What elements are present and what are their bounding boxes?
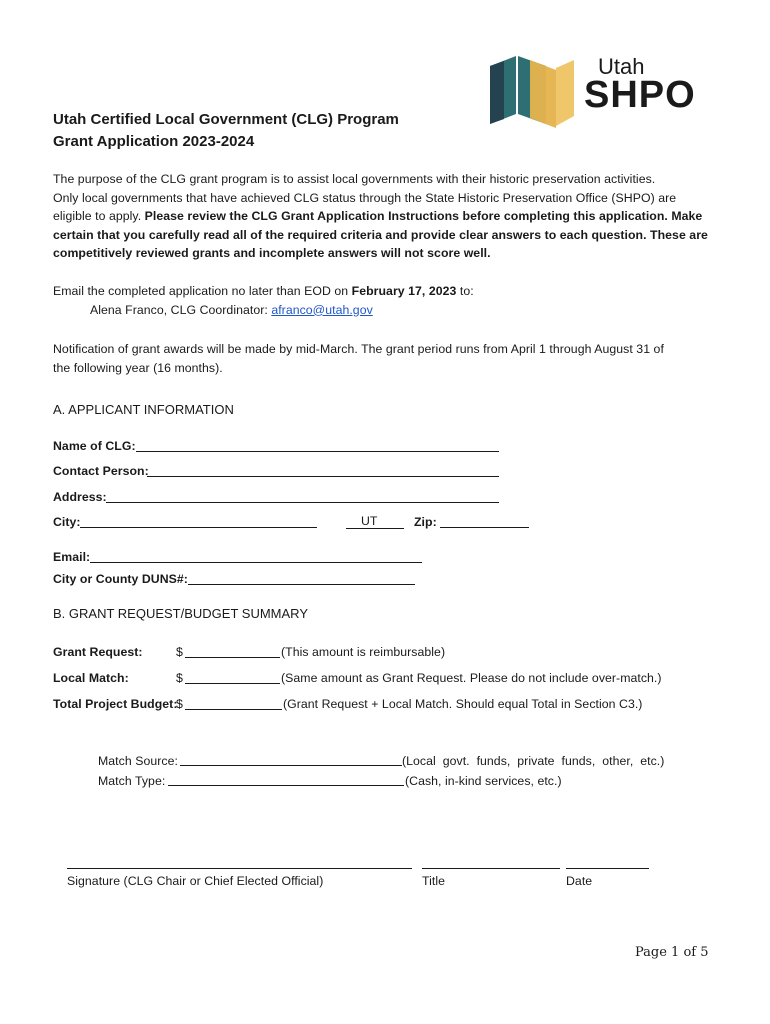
name-of-clg-label: Name of CLG: <box>53 439 136 453</box>
email-instructions <box>53 282 713 319</box>
match-type-label: Match Type: <box>98 774 166 788</box>
match-source-label: Match Source: <box>98 754 178 768</box>
coordinator-name: Alena Franco, CLG Coordinator: <box>90 302 272 317</box>
signature-label: Signature (CLG Chair or Chief Elected Official) <box>67 874 324 888</box>
zip-field[interactable] <box>440 527 529 528</box>
coordinator-email-link[interactable]: afranco@utah.gov <box>271 302 373 317</box>
signature-field[interactable] <box>67 868 412 869</box>
deadline-text: Email the completed application no later than EOD on <box>53 284 352 298</box>
intro-emphasis: certain that you carefully read all of the required criteria and provide clear answers to each question. These are <box>53 227 708 242</box>
grant-request-note: (This amount is reimbursable) <box>281 645 446 659</box>
deadline-text: to: <box>456 284 474 298</box>
grant-request-label: Grant Request: <box>53 645 143 659</box>
email-field[interactable] <box>90 562 422 563</box>
duns-label: City or County DUNS#: <box>53 572 188 586</box>
page-number: Page 1 of 5 <box>635 945 709 960</box>
intro-line <box>53 207 713 226</box>
match-type-note: (Cash, in-kind services, etc.) <box>405 774 562 788</box>
local-match-label: Local Match: <box>53 671 129 685</box>
deadline-line <box>53 282 713 301</box>
total-budget-note: (Grant Request + Local Match. Should equal Total in Section C3.) <box>283 697 643 711</box>
notification-line: the following year (16 months). <box>53 360 223 375</box>
total-budget-field[interactable] <box>185 709 282 710</box>
coordinator-line <box>53 301 713 320</box>
city-label: City: <box>53 515 81 529</box>
intro-text: eligible to apply. <box>53 209 145 224</box>
logo-shpo-text: SHPO <box>584 74 696 116</box>
duns-field[interactable] <box>188 584 415 585</box>
intro-emphasis: competitively reviewed grants and incomplete answers will not score well. <box>53 246 491 261</box>
intro-emphasis: Please review the CLG Grant Application Instructions before completing this application. Make <box>144 209 703 224</box>
form-title <box>53 109 399 153</box>
title-label: Title <box>422 874 446 888</box>
deadline-date: February 17, 2023 <box>351 284 457 298</box>
address-field[interactable] <box>106 502 499 503</box>
intro-paragraph <box>53 170 713 263</box>
grant-request-field[interactable] <box>185 657 280 658</box>
title-line-1: Utah Certified Local Government (CLG) Program <box>53 111 399 128</box>
contact-person-label: Contact Person: <box>53 464 149 478</box>
contact-person-field[interactable] <box>147 476 499 477</box>
total-budget-dollar: $ <box>176 697 183 711</box>
city-field[interactable] <box>80 527 317 528</box>
title-field[interactable] <box>422 868 560 869</box>
address-label: Address: <box>53 490 107 504</box>
title-line-2: Grant Application 2023-2024 <box>53 133 255 150</box>
local-match-note: (Same amount as Grant Request. Please do not include over-match.) <box>281 671 662 685</box>
state-value: UT <box>361 514 378 528</box>
utah-shpo-logo <box>488 52 696 130</box>
intro-line: Only local governments that have achieved CLG status through the State Historic Preservation Office (SHPO) are <box>53 190 677 205</box>
date-label: Date <box>566 874 593 888</box>
logo-utah-text: Utah <box>598 54 645 79</box>
name-of-clg-field[interactable] <box>136 451 499 452</box>
local-match-dollar: $ <box>176 671 183 685</box>
notification-line: Notification of grant awards will be made by mid-March. The grant period runs from April 1 through August 31 of <box>53 342 664 356</box>
date-field[interactable] <box>566 868 649 869</box>
email-label: Email: <box>53 550 91 564</box>
zip-label: Zip: <box>414 515 437 529</box>
match-source-field[interactable] <box>180 765 402 766</box>
intro-line: The purpose of the CLG grant program is to assist local governments with their historic preservation activities. <box>53 172 656 186</box>
notification-paragraph <box>53 340 733 377</box>
local-match-field[interactable] <box>185 683 280 684</box>
grant-request-dollar: $ <box>176 645 183 659</box>
section-a-heading: A. APPLICANT INFORMATION <box>53 402 234 417</box>
total-budget-label: Total Project Budget: <box>53 697 178 711</box>
match-source-note: (Local govt. funds, private funds, other, etc.) <box>402 754 665 768</box>
match-type-field[interactable] <box>168 785 404 786</box>
state-field[interactable] <box>346 513 404 529</box>
section-b-heading: B. GRANT REQUEST/BUDGET SUMMARY <box>53 606 308 621</box>
